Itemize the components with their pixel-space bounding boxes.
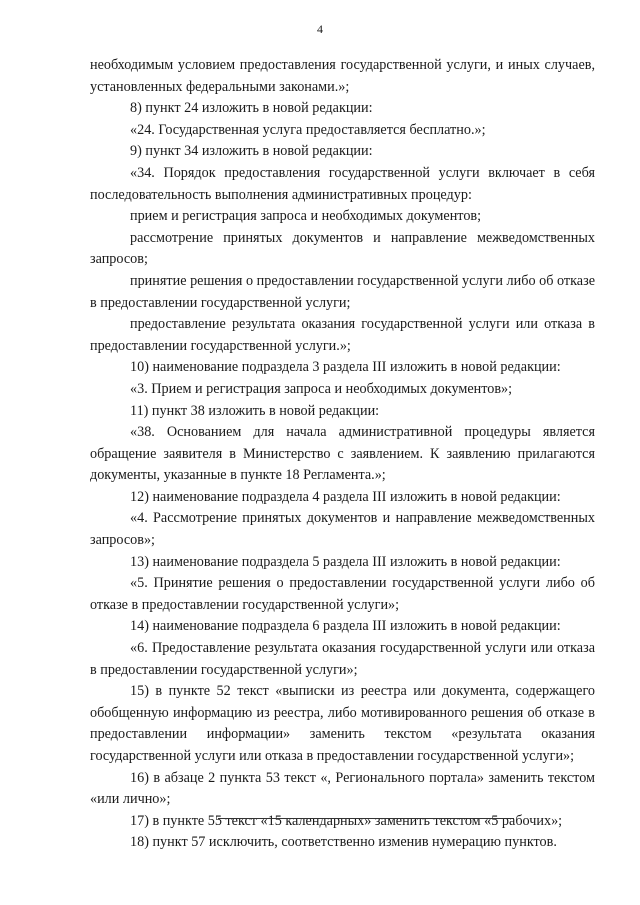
paragraph-quote-4: «4. Рассмотрение принятых документов и направление межведомственных запросов»; bbox=[90, 510, 595, 549]
paragraph-quote-24: «24. Государственная услуга предоставляется бесплатно.»; bbox=[130, 121, 486, 138]
paragraph-quote-5: «5. Принятие решения о предоставлении государственной услуги либо об отказе в предоставлении государственной услуги»; bbox=[90, 575, 595, 613]
document-body bbox=[90, 55, 595, 854]
paragraph-quote-34: «34. Порядок предоставления государственной услуги включает в себя последовательность выполнения административных процедур: bbox=[90, 164, 595, 203]
paragraph-continuation: необходимым условием предоставления государственной услуги, и иных случаев, установленных федеральными законами.»; bbox=[90, 57, 595, 95]
paragraph-procedure-1: прием и регистрация запроса и необходимых документов; bbox=[130, 208, 482, 225]
paragraph-item-17: 17) в пункте 55 текст «15 календарных» заменить текстом «5 рабочих»; bbox=[130, 812, 563, 829]
paragraph-item-8: 8) пункт 24 изложить в новой редакции: bbox=[130, 100, 373, 117]
paragraph-item-16: 16) в абзаце 2 пункта 53 текст «, Регионального портала» заменить текстом «или лично»; bbox=[90, 769, 595, 808]
paragraph-item-15: 15) в пункте 52 текст «выписки из реестра или документа, содержащего обобщенную информацию из реестра, либо мотивированного решения об отказе в предоставлении информации» заменить текстом «результата оказания государственной услуги или отказа в предоставлении государственной услуги»; bbox=[90, 683, 595, 764]
page-number: 4 bbox=[317, 22, 323, 36]
paragraph-item-12: 12) наименование подраздела 4 раздела III изложить в новой редакции: bbox=[130, 488, 561, 505]
paragraph-item-14: 14) наименование подраздела 6 раздела III изложить в новой редакции: bbox=[130, 618, 561, 635]
paragraph-item-9: 9) пункт 34 изложить в новой редакции: bbox=[130, 143, 373, 160]
paragraph-item-11: 11) пункт 38 изложить в новой редакции: bbox=[130, 402, 380, 419]
paragraph-procedure-3: принятие решения о предоставлении государственной услуги либо об отказе в предоставлении государственной услуги; bbox=[90, 272, 595, 311]
paragraph-quote-6: «6. Предоставление результата оказания государственной услуги или отказа в предоставлении государственной услуги»; bbox=[90, 640, 595, 678]
paragraph-item-10: 10) наименование подраздела 3 раздела III изложить в новой редакции: bbox=[130, 359, 561, 376]
paragraph-item-13: 13) наименование подраздела 5 раздела III изложить в новой редакции: bbox=[130, 553, 561, 570]
paragraph-quote-38: «38. Основанием для начала административной процедуры является обращение заявителя в Министерство с заявлением. К заявлению прилагаются документы, указанные в пункте 18 Регламента.»; bbox=[90, 424, 595, 484]
paragraph-item-18: 18) пункт 57 исключить, соответственно изменив нумерацию пунктов. bbox=[130, 834, 557, 851]
paragraph-procedure-4: предоставление результата оказания государственной услуги или отказа в предоставлении государственной услуги.»; bbox=[90, 316, 595, 354]
end-of-text-rule bbox=[218, 818, 514, 819]
paragraph-quote-3: «3. Прием и регистрация запроса и необходимых документов»; bbox=[130, 380, 513, 397]
paragraph-procedure-2: рассмотрение принятых документов и направление межведомственных запросов; bbox=[90, 229, 595, 268]
